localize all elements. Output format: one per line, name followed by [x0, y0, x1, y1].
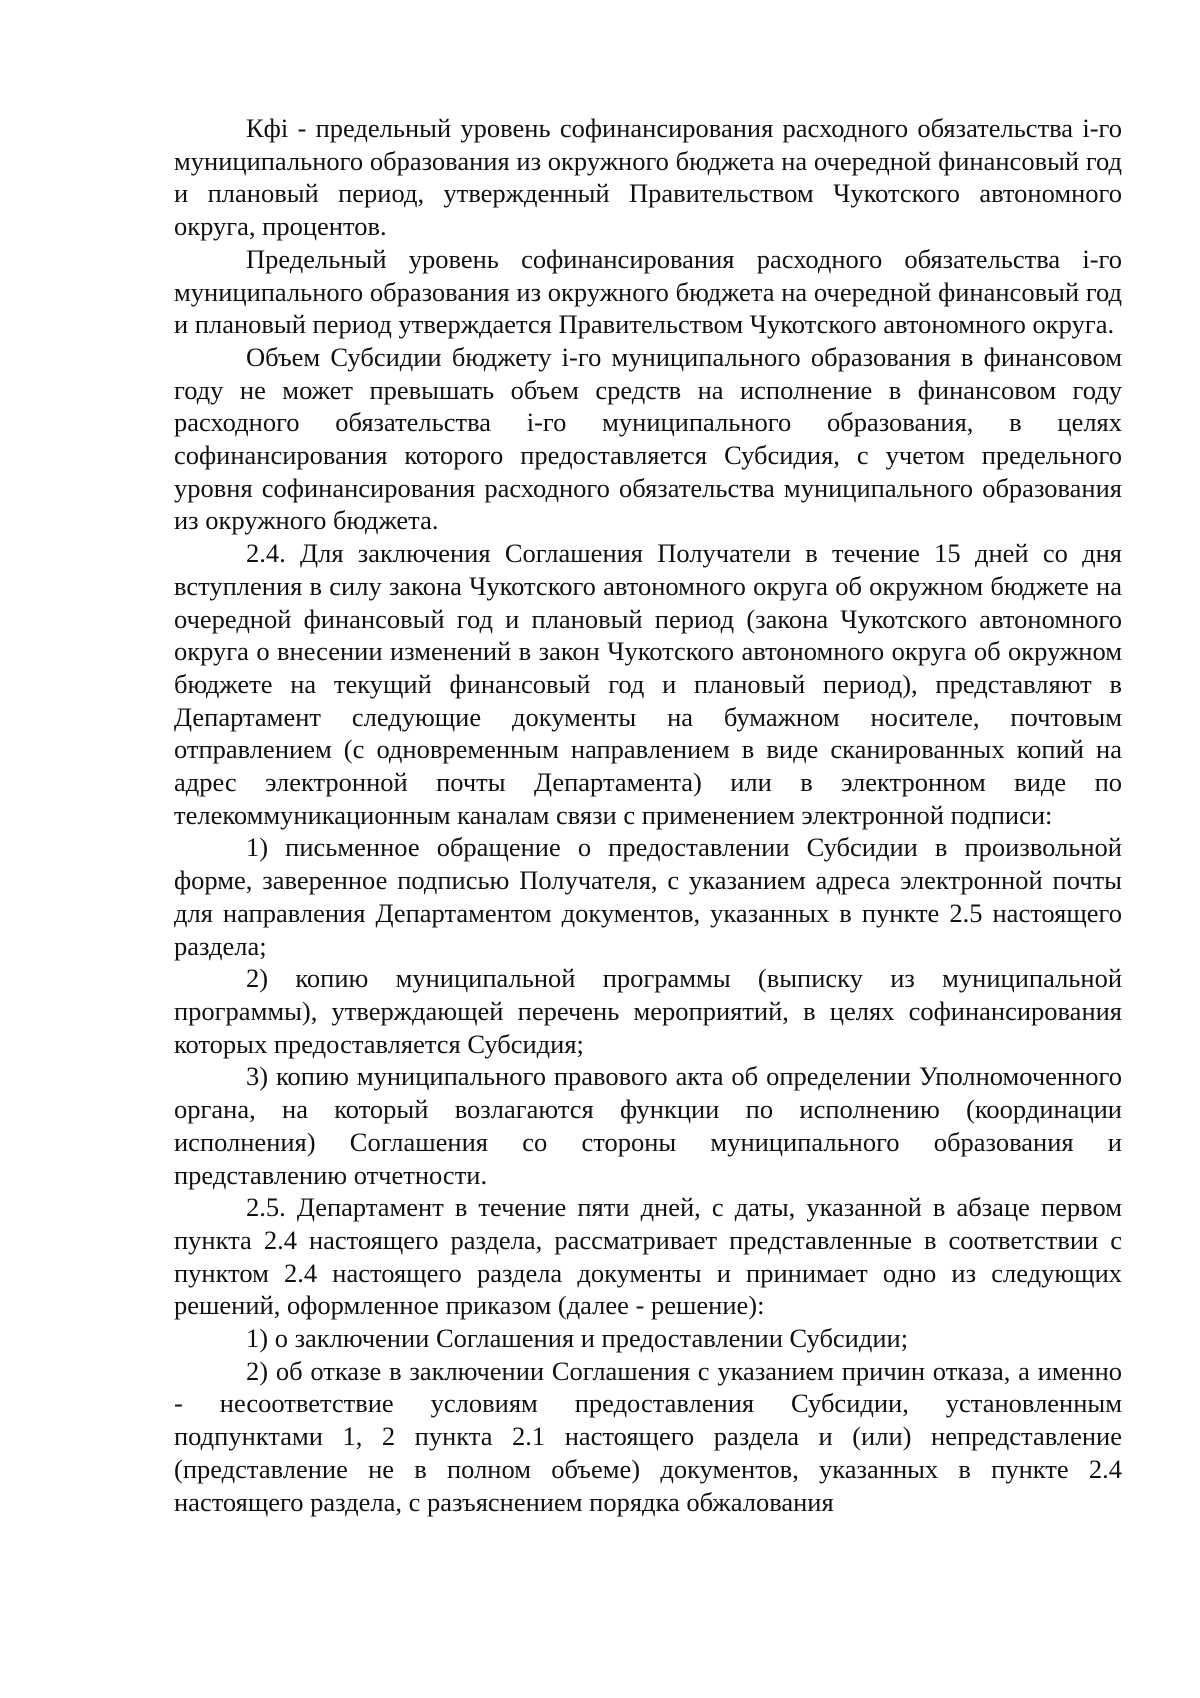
list-item-legal-act-copy: 3) копию муниципального правового акта об определении Уполномоченного органа, на который возлагаются функции по исполнению (координации исполнения) Соглашения со стороны муниципального образования и представлению отчетности.	[174, 1061, 1122, 1190]
list-item-decision-refusal: 2) об отказе в заключении Соглашения с указанием причин отказа, а именно - несоответствие условиям предоставления Субсидии, установленным подпунктами 1, 2 пункта 2.1 настоящего раздела и (или) непредставление (представление не в полном объеме) документов, указанных в пункте 2.4 настоящего раздела, с разъяснением порядка обжалования	[174, 1355, 1122, 1517]
list-item-decision-grant: 1) о заключении Соглашения и предоставлении Субсидии;	[246, 1323, 909, 1354]
paragraph-section-2-5: 2.5. Департамент в течение пяти дней, с даты, указанной в абзаце первом пункта 2.4 настоящего раздела, рассматривает представленные в соответствии с пунктом 2.4 настоящего раздела документы и принимает одно из следующих решений, оформленное приказом (далее - решение):	[174, 1192, 1122, 1321]
list-item-written-request: 1) письменное обращение о предоставлении Субсидии в произвольной форме, заверенное подписью Получателя, с указанием адреса электронной почты для направления Департаментом документов, указанных в пункте 2.5 настоящего раздела;	[174, 832, 1122, 961]
paragraph-section-2-4: 2.4. Для заключения Соглашения Получатели в течение 15 дней со дня вступления в силу закона Чукотского автономного округа об окружном бюджете на очередной финансовый год и плановый период (закона Чукотского автономного округа о внесении изменений в закон Чукотского автономного округа об окружном бюджете на текущий финансовый год и плановый период), представляют в Департамент следующие документы на бумажном носителе, почтовым отправлением (с одновременным направлением в виде сканированных копий на адрес электронной почты Департамента) или в электронном виде по телекоммуникационным каналам связи с применением электронной подписи:	[174, 538, 1122, 830]
paragraph-cofinancing-limit: Предельный уровень софинансирования расходного обязательства i-го муниципального образования из окружного бюджета на очередной финансовый год и плановый период утверждается Правительством Чукотского автономного округа.	[174, 243, 1122, 340]
document-page	[174, 112, 1122, 1518]
paragraph-subsidy-volume: Объем Субсидии бюджету i-го муниципального образования в финансовом году не может превышать объем средств на исполнение в финансовом году расходного обязательства i-го муниципального образования, в целях софинансирования которого предоставляется Субсидия, с учетом предельного уровня софинансирования расходного обязательства муниципального образования из окружного бюджета.	[174, 341, 1122, 536]
paragraph-kfi-definition: Кфi - предельный уровень софинансирования расходного обязательства i-го муниципального образования из окружного бюджета на очередной финансовый год и плановый период, утвержденный Правительством Чукотского автономного округа, процентов.	[174, 113, 1122, 242]
list-item-program-copy: 2) копию муниципальной программы (выписку из муниципальной программы), утверждающей перечень мероприятий, в целях софинансирования которых предоставляется Субсидия;	[174, 963, 1122, 1059]
